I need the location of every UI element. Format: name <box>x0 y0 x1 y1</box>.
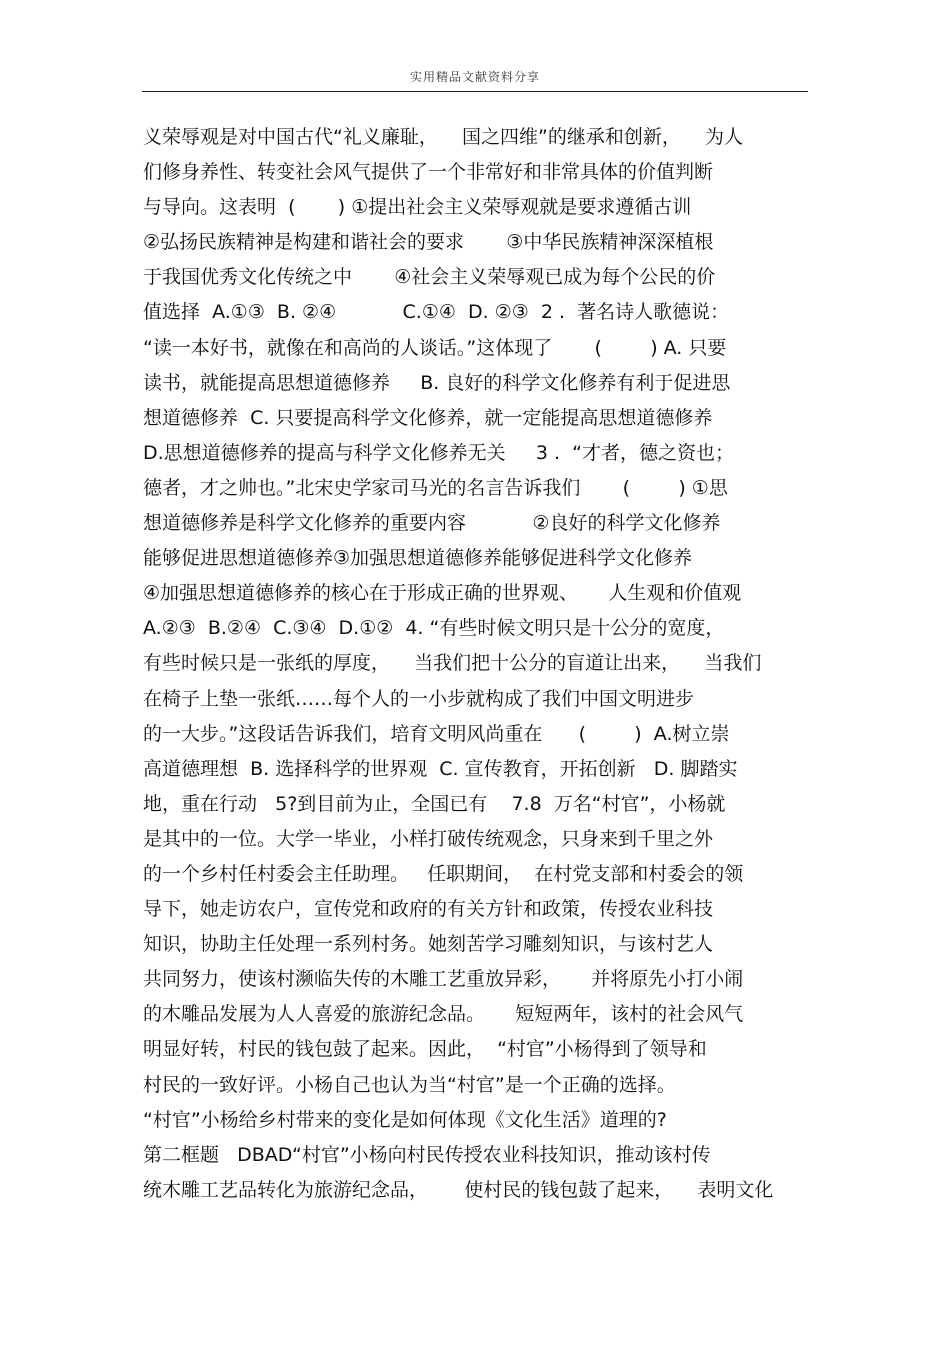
page-header: 实用精品文献资料分享 <box>409 70 540 84</box>
text-line: 想道德修养是科学文化修养的重要内容 ②良好的科学文化修养 <box>143 512 721 535</box>
text-line: 的木雕品发展为人人喜爱的旅游纪念品。 短短两年，该村的社会风气 <box>143 1003 744 1026</box>
text-line: 于我国优秀文化传统之中 ④社会主义荣辱观已成为每个公民的价 <box>143 266 716 289</box>
text-line: 义荣辱观是对中国古代“礼义廉耻， 国之四维”的继承和创新， 为人 <box>143 126 744 148</box>
text-line: “读一本好书，就像在和高尚的人谈话。”这体现了 ( ) A. 只要 <box>143 336 727 359</box>
text-line: 高道德理想 B. 选择科学的世界观 C. 宣传教育，开拓创新 D. 脚踏实 <box>143 757 738 780</box>
text-line: 导下，她走访农户，宣传党和政府的有关方针和政策，传授农业科技 <box>143 898 714 921</box>
text-line: 地，重在行动 5?到目前为止，全国已有 7.8 万名“村官”，小杨就 <box>143 792 726 815</box>
text-line: 村民的一致好评。小杨自己也认为当“村官”是一个正确的选择。 <box>143 1073 676 1096</box>
text-line: 德者，才之帅也。”北宋史学家司马光的名言告诉我们 ( ) ①思 <box>143 476 728 499</box>
header-divider <box>142 91 808 92</box>
text-line: 与导向。这表明 ( ) ①提出社会主义荣辱观就是要求遵循古训 <box>143 196 692 219</box>
text-line: 明显好转，村民的钱包鼓了起来。因此， “村官”小杨得到了领导和 <box>143 1038 707 1061</box>
text-line: 的一个乡村任村委会主任助理。 任职期间， 在村党支部和村委会的领 <box>143 862 744 885</box>
text-line: 是其中的一位。大学一毕业，小样打破传统观念，只身来到千里之外 <box>143 827 714 850</box>
text-line: 统木雕工艺品转化为旅游纪念品， 使村民的钱包鼓了起来， 表明文化 <box>143 1178 774 1201</box>
text-line: D.思想道德修养的提高与科学文化修养无关 3 . “才者，德之资也； <box>143 441 734 464</box>
text-line: 知识，协助主任处理一系列村务。她刻苦学习雕刻知识，与该村艺人 <box>143 933 714 956</box>
text-line: ④加强思想道德修养的核心在于形成正确的世界观、 人生观和价值观 <box>143 582 742 605</box>
text-line: 们修身养性、转变社会风气提供了一个非常好和非常具体的价值判断 <box>143 161 714 184</box>
document-body <box>143 120 823 1208</box>
text-line: A.②③ B.②④ C.③④ D.①② 4. “有些时候文明只是十公分的宽度， <box>143 617 725 640</box>
text-line: “村官”小杨给乡村带来的变化是如何体现《文化生活》道理的? <box>143 1108 667 1131</box>
text-line: 能够促进思想道德修养③加强思想道德修养能够促进科学文化修养 <box>143 547 693 570</box>
text-line: 共同努力，使该村濒临失传的木雕工艺重放异彩， 并将原先小打小闹 <box>143 968 744 991</box>
text-line: 在椅子上垫一张纸……每个人的一小步就构成了我们中国文明进步 <box>143 687 695 710</box>
text-line: 第二框题 DBAD“村官”小杨向村民传授农业科技知识，推动该村传 <box>143 1143 711 1166</box>
text-line: 读书，就能提高思想道德修养 B. 良好的科学文化修养有利于促进思 <box>143 371 731 394</box>
text-line: 值选择 A.①③ B. ②④ C.①④ D. ②③ 2 . 著名诗人歌德说： <box>143 301 730 324</box>
text-line: 的一大步。”这段话告诉我们，培育文明风尚重在 ( ) A.树立崇 <box>143 722 730 745</box>
text-line: 有些时候只是一张纸的厚度， 当我们把十公分的盲道让出来， 当我们 <box>143 652 762 675</box>
text-line: 想道德修养 C. 只要提高科学文化修养，就一定能提高思想道德修养 <box>143 406 713 429</box>
text-line: ②弘扬民族精神是构建和谐社会的要求 ③中华民族精神深深植根 <box>143 231 714 254</box>
